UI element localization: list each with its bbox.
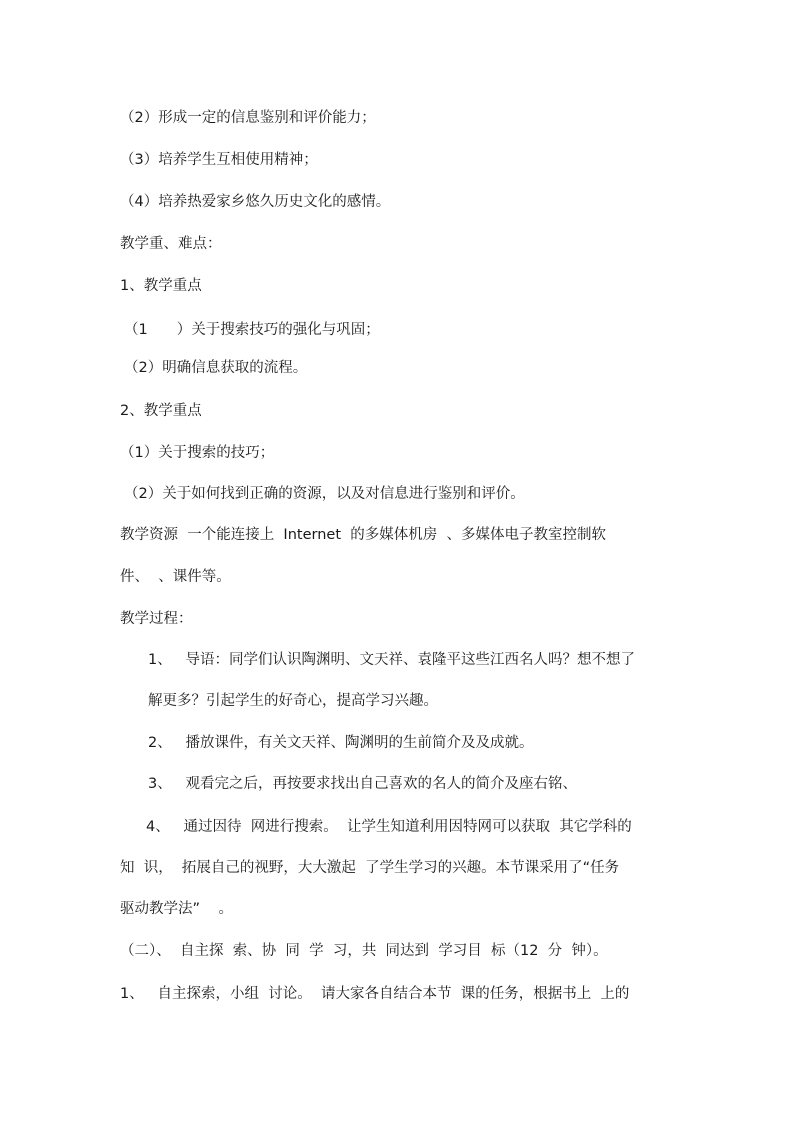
section-two-heading: （二）、 自主探 索、协 同 学 习，共 同达到 学习目 标（12 分 钟）。: [120, 943, 608, 959]
process-step-4-end: 驱动教学法” 。: [120, 901, 233, 917]
heading-teaching-process: 教学过程：: [120, 611, 193, 627]
process-step-1-cont: 解更多？引起学生的好奇心，提高学习兴趣。: [148, 693, 438, 709]
process-step-3: 3、 观看完之后，再按要求找出自己喜欢的名人的简介及座右铭、: [148, 776, 578, 792]
process-step-2: 2、 播放课件，有关文天祥、陶渊明的生前简介及及成就。: [148, 735, 534, 751]
heading-key-difficult-points: 教学重、难点：: [120, 236, 222, 252]
objective-line-3: （3）培养学生互相使用精神；: [120, 152, 318, 168]
difficulty-item-2: （2）关于如何找到正确的资源，以及对信息进行鉴别和评价。: [124, 486, 525, 502]
focus-item-2: （2）明确信息获取的流程。: [124, 360, 308, 376]
objective-line-4: （4）培养热爱家乡悠久历史文化的感情。: [120, 194, 391, 210]
resources-line-1: 教学资源 一个能连接上 Internet 的多媒体机房 、多媒体电子教室控制软: [120, 527, 606, 543]
process-step-1: 1、 导语：同学们认识陶渊明、文天祥、袁隆平这些江西名人吗？想不想了: [148, 652, 636, 668]
heading-teaching-focus-1: 1、教学重点: [120, 278, 202, 294]
difficulty-item-1: （1）关于搜索的技巧；: [120, 445, 275, 461]
process-step-4: 4、 通过因待 网进行搜索。 让学生知道利用因特网可以获取 其它学科的: [146, 819, 632, 835]
heading-teaching-focus-2: 2、教学重点: [120, 403, 202, 419]
resources-line-2: 件、 、课件等。: [120, 569, 231, 585]
process-step-4-cont: 知 识， 拓展自己的视野，大大激起 了学生学习的兴趣。本节课采用了“任务: [120, 860, 620, 876]
objective-line-2: （2）形成一定的信息鉴别和评价能力；: [120, 110, 376, 126]
focus-item-1: （1 ）关于搜索技巧的强化与巩固；: [124, 322, 380, 338]
section-two-item-1: 1、 自主探索，小组 讨论。 请大家各自结合本节 课的任务，根据书上 上的: [120, 986, 630, 1002]
